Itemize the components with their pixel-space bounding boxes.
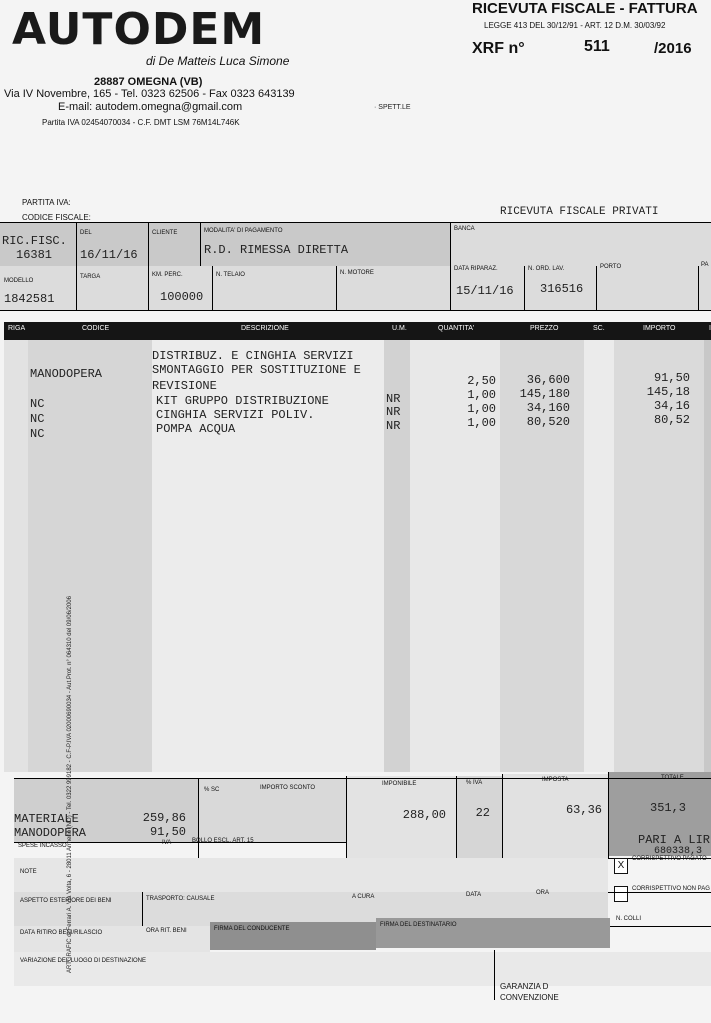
divider [148,266,149,310]
line-amount: 145,18 [646,385,690,399]
pari-a-lire-label: PARI A LIR [638,833,711,847]
xrf-label: XRF n° [472,40,525,57]
divider [0,310,711,311]
firma-conducente-label: FIRMA DEL CONDUCENTE [214,926,290,932]
legal-reference: LEGGE 413 DEL 30/12/91 - ART. 12 D.M. 30/03/92 [484,21,666,30]
manodopera-value: 91,50 [149,825,186,839]
line-description: REVISIONE [152,379,217,393]
divider [198,778,199,858]
col-riga: RIGA [8,325,26,332]
divider [456,776,457,858]
note-label: NOTE [20,869,37,875]
ora-ritiro-label: ORA RIT. BENI [146,928,187,934]
col-bg [28,340,152,772]
variazione-label: VARIAZIONE DEL LUOGO DI DESTINAZIONE [20,958,147,964]
ordine-lavoro-value: 316516 [540,282,584,296]
col-bg [4,340,28,772]
divider [502,774,503,858]
garanzia-label: GARANZIA D [500,982,549,991]
table-header [4,322,711,340]
line-price: 145,180 [519,387,570,401]
divider [212,266,213,310]
imponibile-value: 288,00 [402,808,446,822]
corrispettivo-non-pagato-checkbox[interactable] [614,886,628,902]
col-codice: CODICE [82,325,110,332]
divider [200,222,201,266]
data-label: DATA [466,892,482,898]
line-code: NC [30,412,45,426]
divider [596,266,597,310]
privati-label: RICEVUTA FISCALE PRIVATI [500,206,659,218]
divider [698,266,699,310]
materiale-value: 259,86 [142,811,186,825]
pagamento-label: MODALITA' DI PAGAMENTO [204,228,283,234]
line-um: NR [386,419,401,433]
pa-label: PA [701,262,709,268]
bank-row-bg [450,222,711,266]
line-code: NC [30,427,45,441]
col-bg [584,340,614,772]
data-riparazione-label: DATA RIPARAZ. [454,266,498,272]
km-label: KM. PERC. [152,272,183,278]
document-title: RICEVUTA FISCALE - FATTURA [472,0,698,17]
note-box [14,858,608,892]
line-um: NR [386,405,401,419]
ric-fisc-number: 16381 [16,248,53,262]
line-code: MANODOPERA [30,367,103,381]
line-description: CINGHIA SERVIZI POLIV. [156,408,315,422]
iva-label: IVA [162,840,172,846]
col-importo: IMPORTO [643,325,676,332]
spese-incasso-label: SPESE INCASSO [18,843,67,849]
ora-label: ORA [536,890,550,896]
totale-value: 351,3 [650,801,687,815]
pari-a-lire-value: 680338,3 [654,846,703,857]
modello-label: MODELLO [4,278,34,284]
line-quantity: 1,00 [467,388,496,402]
divider [76,266,77,310]
line-description: POMPA ACQUA [156,422,236,436]
cliente-label: CLIENTE [152,230,178,236]
a-cura-label: A CURA [352,894,375,900]
telaio-label: N. TELAIO [216,272,245,278]
corrispettivo-pagato-checkbox[interactable]: X [614,858,628,874]
company-email: E-mail: autodem.omegna@gmail.com [58,101,243,113]
del-date: 16/11/16 [80,248,138,262]
col-prezzo: PREZZO [530,325,559,332]
imponibile-label: IMPONIBILE [382,781,417,787]
del-label: DEL [80,230,92,236]
line-price: 80,520 [526,415,570,429]
km-value: 100000 [160,290,204,304]
ric-fisc-label: RIC.FISC. [2,234,67,248]
printer-imprint: ARTGRAFIC di Ferrari A. Via Volta, 6 - 28011 Armeno (NO) - Tel. 0322 999182 - C.F-P.IVA 02000690034 - Aut.Prot. n° 064310 del 09/06/2006 [67,596,73,973]
sconto-pct-label: % SC [204,787,220,793]
divider [346,776,347,858]
line-quantity: 2,50 [467,374,496,388]
line-price: 36,600 [526,373,570,387]
divider [76,222,77,266]
col-quantita: QUANTITA' [438,325,475,332]
divider [524,266,525,310]
line-price: 34,160 [526,401,570,415]
modello-value: 1842581 [4,292,55,306]
trasporto-label: TRASPORTO: CAUSALE [146,896,215,902]
divider [336,266,337,310]
line-amount: 91,50 [653,371,690,385]
divider [14,778,711,779]
data-ritiro-label: DATA RITIRO BENI/RILASCIO [20,930,103,936]
iva-pct-value: 22 [475,806,490,820]
divider [608,772,609,858]
line-description: SMONTAGGIO PER SOSTITUZIONE E [152,363,361,377]
company-logo: AUTODEM [12,4,266,55]
document-year: /2016 [654,40,692,57]
divider [148,222,149,266]
spett-label: · SPETT.LE [374,104,411,111]
document-number: 511 [584,38,610,55]
company-city: 28887 OMEGNA (VB) [94,76,203,88]
firma-destinatario-label: FIRMA DEL DESTINATARIO [380,922,457,928]
manodopera-label: MANODOPERA [14,826,87,840]
line-quantity: 1,00 [467,416,496,430]
corrispettivo-pagato-label: CORRISPETTIVO PAGATO [632,856,707,862]
convenzione-label: CONVENZIONE [500,993,559,1002]
iva-pct-label: % IVA [466,780,483,786]
divider [450,266,451,310]
imposta-value: 63,36 [565,803,602,817]
divider [494,950,495,1000]
motore-label: N. MOTORE [340,270,374,276]
imposta-label: IMPOSTA [542,777,569,783]
line-quantity: 1,00 [467,402,496,416]
divider [450,222,451,266]
company-vat: Partita IVA 02454070034 - C.F. DMT LSM 76M14L746K [42,118,240,127]
data-riparazione-value: 15/11/16 [456,284,514,298]
aspetto-label: ASPETTO ESTERIORE DEI BENI [20,898,112,904]
col-bg [704,340,711,772]
porto-label: PORTO [600,264,622,270]
line-description: KIT GRUPPO DISTRIBUZIONE [156,394,329,408]
partita-iva-label: PARTITA IVA: [22,198,71,207]
col-um: U.M. [392,325,407,332]
line-description: DISTRIBUZ. E CINGHIA SERVIZI [152,349,354,363]
pagamento-value: R.D. RIMESSA DIRETTA [204,243,349,257]
line-amount: 80,52 [653,413,690,427]
targa-label: TARGA [80,274,101,280]
col-iva: I [709,325,711,332]
materiale-label: MATERIALE [14,812,79,826]
colli-label: N. COLLI [616,916,642,922]
col-sc: SC. [593,325,605,332]
importo-sconto-label: IMPORTO SCONTO [260,785,316,791]
line-amount: 34,16 [653,399,690,413]
line-um: NR [386,392,401,406]
company-address: Via IV Novembre, 165 - Tel. 0323 62506 - Fax 0323 643139 [4,88,295,100]
bollo-label: BOLLO ESCL. ART. 15 [192,838,254,844]
ordine-lavoro-label: N. ORD. LAV. [528,266,565,272]
line-code: NC [30,397,45,411]
col-descrizione: DESCRIZIONE [241,325,289,332]
codice-fiscale-label: CODICE FISCALE: [22,213,91,222]
totale-label: TOTALE [661,775,684,781]
corrispettivo-non-pagato-label: CORRISPETTIVO NON PAG [632,886,710,892]
divider [0,222,711,223]
company-owner: di De Matteis Luca Simone [146,54,290,68]
banca-label: BANCA [454,226,475,232]
